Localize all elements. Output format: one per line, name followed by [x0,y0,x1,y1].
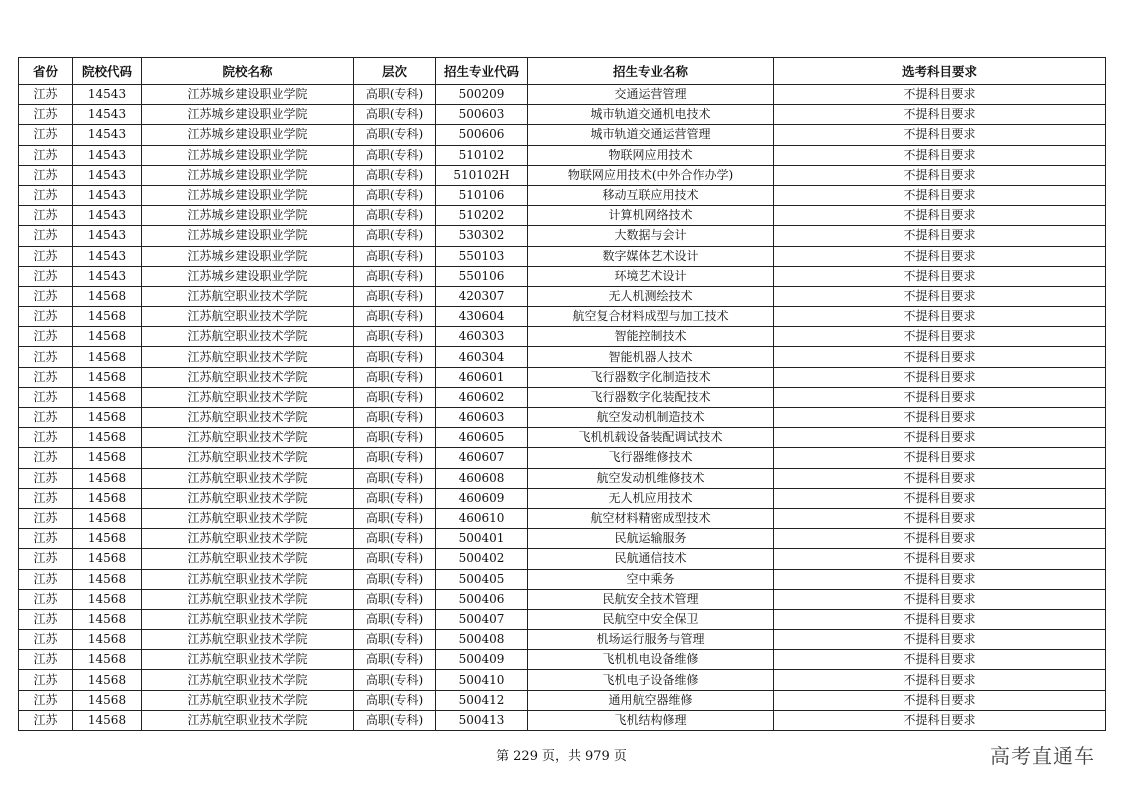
province-cell: 江苏 [19,609,73,629]
school-code-cell: 14568 [73,428,142,448]
major-name-cell: 空中乘务 [528,569,774,589]
subject-requirement-cell: 不提科目要求 [774,206,1106,226]
major-code-cell: 500402 [436,549,528,569]
total-page-number: 979 [585,749,610,764]
major-code-cell: 550106 [436,266,528,286]
major-code-cell: 460603 [436,408,528,428]
major-name-cell: 航空发动机维修技术 [528,468,774,488]
major-code-cell: 510102 [436,145,528,165]
province-cell: 江苏 [19,286,73,306]
school-name-cell: 江苏城乡建设职业学院 [142,85,354,105]
major-name-cell: 城市轨道交通运营管理 [528,125,774,145]
major-code-cell: 500606 [436,125,528,145]
table-row [19,246,1106,266]
school-name-cell: 江苏航空职业技术学院 [142,428,354,448]
subject-requirement-cell: 不提科目要求 [774,549,1106,569]
province-cell: 江苏 [19,428,73,448]
school-code-cell: 14568 [73,508,142,528]
school-name-cell: 江苏航空职业技术学院 [142,670,354,690]
level-cell: 高职(专科) [354,428,436,448]
table-row [19,408,1106,428]
level-cell: 高职(专科) [354,549,436,569]
school-code-cell: 14568 [73,488,142,508]
province-cell: 江苏 [19,468,73,488]
table-row [19,286,1106,306]
province-cell: 江苏 [19,569,73,589]
subject-requirement-cell: 不提科目要求 [774,670,1106,690]
major-code-cell: 550103 [436,246,528,266]
school-code-cell: 14568 [73,408,142,428]
table-row [19,508,1106,528]
school-name-cell: 江苏城乡建设职业学院 [142,206,354,226]
province-cell: 江苏 [19,589,73,609]
province-cell: 江苏 [19,347,73,367]
school-name-cell: 江苏城乡建设职业学院 [142,125,354,145]
school-name-cell: 江苏航空职业技术学院 [142,367,354,387]
level-cell: 高职(专科) [354,286,436,306]
major-name-cell: 民航安全技术管理 [528,589,774,609]
school-code-cell: 14543 [73,105,142,125]
subject-requirement-cell: 不提科目要求 [774,589,1106,609]
school-code-cell: 14543 [73,125,142,145]
major-name-cell: 智能机器人技术 [528,347,774,367]
school-code-cell: 14568 [73,710,142,730]
school-code-cell: 14568 [73,448,142,468]
major-code-cell: 500408 [436,630,528,650]
table-row [19,569,1106,589]
table-row [19,690,1106,710]
table-row [19,589,1106,609]
major-name-cell: 航空复合材料成型与加工技术 [528,307,774,327]
level-cell: 高职(专科) [354,408,436,428]
column-header: 院校名称 [142,58,354,85]
subject-requirement-cell: 不提科目要求 [774,266,1106,286]
table-row [19,529,1106,549]
subject-requirement-cell: 不提科目要求 [774,307,1106,327]
major-name-cell: 通用航空器维修 [528,690,774,710]
current-page-number: 229 [513,749,538,764]
table-row [19,266,1106,286]
major-code-cell: 500410 [436,670,528,690]
level-cell: 高职(专科) [354,85,436,105]
subject-requirement-cell: 不提科目要求 [774,690,1106,710]
subject-requirement-cell: 不提科目要求 [774,710,1106,730]
table-row [19,105,1106,125]
subject-requirement-cell: 不提科目要求 [774,448,1106,468]
page-prefix: 第 [496,749,510,764]
school-name-cell: 江苏航空职业技术学院 [142,529,354,549]
level-cell: 高职(专科) [354,529,436,549]
page-suffix: 页 [613,749,627,764]
major-code-cell: 430604 [436,307,528,327]
school-name-cell: 江苏航空职业技术学院 [142,286,354,306]
level-cell: 高职(专科) [354,710,436,730]
level-cell: 高职(专科) [354,448,436,468]
school-code-cell: 14568 [73,549,142,569]
subject-requirement-cell: 不提科目要求 [774,387,1106,407]
major-code-cell: 460610 [436,508,528,528]
major-code-cell: 420307 [436,286,528,306]
province-cell: 江苏 [19,408,73,428]
school-name-cell: 江苏城乡建设职业学院 [142,145,354,165]
table-body [19,85,1106,731]
header-row [19,58,1106,85]
table-header [19,58,1106,85]
major-code-cell: 500209 [436,85,528,105]
school-name-cell: 江苏航空职业技术学院 [142,347,354,367]
major-code-cell: 500413 [436,710,528,730]
province-cell: 江苏 [19,690,73,710]
column-header: 招生专业代码 [436,58,528,85]
major-name-cell: 移动互联应用技术 [528,185,774,205]
major-name-cell: 交通运营管理 [528,85,774,105]
school-code-cell: 14568 [73,589,142,609]
school-code-cell: 14568 [73,387,142,407]
school-code-cell: 14568 [73,690,142,710]
province-cell: 江苏 [19,710,73,730]
table-row [19,549,1106,569]
subject-requirement-cell: 不提科目要求 [774,630,1106,650]
watermark-text: 高考直通车 [990,744,1095,768]
major-code-cell: 500603 [436,105,528,125]
province-cell: 江苏 [19,185,73,205]
school-code-cell: 14568 [73,569,142,589]
level-cell: 高职(专科) [354,508,436,528]
major-code-cell: 460602 [436,387,528,407]
province-cell: 江苏 [19,307,73,327]
school-code-cell: 14568 [73,307,142,327]
school-name-cell: 江苏航空职业技术学院 [142,569,354,589]
province-cell: 江苏 [19,529,73,549]
level-cell: 高职(专科) [354,226,436,246]
school-name-cell: 江苏航空职业技术学院 [142,630,354,650]
subject-requirement-cell: 不提科目要求 [774,609,1106,629]
major-name-cell: 飞机机电设备维修 [528,650,774,670]
table-row [19,670,1106,690]
level-cell: 高职(专科) [354,468,436,488]
table-row [19,387,1106,407]
subject-requirement-cell: 不提科目要求 [774,347,1106,367]
major-code-cell: 460607 [436,448,528,468]
table-row [19,165,1106,185]
school-code-cell: 14543 [73,206,142,226]
level-cell: 高职(专科) [354,569,436,589]
province-cell: 江苏 [19,549,73,569]
province-cell: 江苏 [19,266,73,286]
page-middle: 页，共 [541,749,581,764]
major-code-cell: 500401 [436,529,528,549]
level-cell: 高职(专科) [354,488,436,508]
school-name-cell: 江苏航空职业技术学院 [142,690,354,710]
level-cell: 高职(专科) [354,630,436,650]
major-code-cell: 500412 [436,690,528,710]
level-cell: 高职(专科) [354,145,436,165]
province-cell: 江苏 [19,327,73,347]
column-header: 省份 [19,58,73,85]
table-row [19,226,1106,246]
province-cell: 江苏 [19,125,73,145]
level-cell: 高职(专科) [354,367,436,387]
major-name-cell: 飞机电子设备维修 [528,670,774,690]
school-code-cell: 14543 [73,85,142,105]
level-cell: 高职(专科) [354,650,436,670]
province-cell: 江苏 [19,85,73,105]
major-code-cell: 530302 [436,226,528,246]
school-name-cell: 江苏航空职业技术学院 [142,710,354,730]
table-row [19,710,1106,730]
table-row [19,448,1106,468]
school-code-cell: 14543 [73,145,142,165]
major-code-cell: 510106 [436,185,528,205]
province-cell: 江苏 [19,650,73,670]
subject-requirement-cell: 不提科目要求 [774,408,1106,428]
level-cell: 高职(专科) [354,185,436,205]
level-cell: 高职(专科) [354,589,436,609]
major-name-cell: 民航空中安全保卫 [528,609,774,629]
school-name-cell: 江苏城乡建设职业学院 [142,105,354,125]
enrollment-table [18,57,1106,731]
subject-requirement-cell: 不提科目要求 [774,650,1106,670]
school-name-cell: 江苏航空职业技术学院 [142,508,354,528]
school-name-cell: 江苏航空职业技术学院 [142,589,354,609]
major-code-cell: 500409 [436,650,528,670]
school-code-cell: 14543 [73,226,142,246]
school-name-cell: 江苏航空职业技术学院 [142,549,354,569]
major-name-cell: 城市轨道交通机电技术 [528,105,774,125]
subject-requirement-cell: 不提科目要求 [774,468,1106,488]
level-cell: 高职(专科) [354,347,436,367]
major-name-cell: 航空材料精密成型技术 [528,508,774,528]
level-cell: 高职(专科) [354,206,436,226]
subject-requirement-cell: 不提科目要求 [774,327,1106,347]
table-row [19,307,1106,327]
major-name-cell: 航空发动机制造技术 [528,408,774,428]
province-cell: 江苏 [19,165,73,185]
level-cell: 高职(专科) [354,387,436,407]
table-row [19,488,1106,508]
province-cell: 江苏 [19,488,73,508]
school-code-cell: 14568 [73,630,142,650]
subject-requirement-cell: 不提科目要求 [774,508,1106,528]
table-row [19,206,1106,226]
school-name-cell: 江苏城乡建设职业学院 [142,266,354,286]
major-code-cell: 500407 [436,609,528,629]
subject-requirement-cell: 不提科目要求 [774,286,1106,306]
school-name-cell: 江苏航空职业技术学院 [142,307,354,327]
school-name-cell: 江苏城乡建设职业学院 [142,246,354,266]
subject-requirement-cell: 不提科目要求 [774,428,1106,448]
major-name-cell: 物联网应用技术 [528,145,774,165]
school-name-cell: 江苏航空职业技术学院 [142,650,354,670]
major-code-cell: 510202 [436,206,528,226]
province-cell: 江苏 [19,508,73,528]
table-row [19,347,1106,367]
level-cell: 高职(专科) [354,609,436,629]
school-name-cell: 江苏航空职业技术学院 [142,408,354,428]
subject-requirement-cell: 不提科目要求 [774,488,1106,508]
school-name-cell: 江苏航空职业技术学院 [142,448,354,468]
major-code-cell: 500405 [436,569,528,589]
province-cell: 江苏 [19,670,73,690]
subject-requirement-cell: 不提科目要求 [774,105,1106,125]
table-row [19,327,1106,347]
major-name-cell: 飞机机载设备装配调试技术 [528,428,774,448]
school-code-cell: 14568 [73,650,142,670]
province-cell: 江苏 [19,105,73,125]
major-name-cell: 计算机网络技术 [528,206,774,226]
school-name-cell: 江苏航空职业技术学院 [142,387,354,407]
school-name-cell: 江苏城乡建设职业学院 [142,185,354,205]
column-header: 招生专业名称 [528,58,774,85]
major-code-cell: 460304 [436,347,528,367]
subject-requirement-cell: 不提科目要求 [774,185,1106,205]
subject-requirement-cell: 不提科目要求 [774,165,1106,185]
subject-requirement-cell: 不提科目要求 [774,226,1106,246]
province-cell: 江苏 [19,206,73,226]
level-cell: 高职(专科) [354,690,436,710]
major-code-cell: 460609 [436,488,528,508]
major-name-cell: 物联网应用技术(中外合作办学) [528,165,774,185]
major-code-cell: 500406 [436,589,528,609]
subject-requirement-cell: 不提科目要求 [774,367,1106,387]
level-cell: 高职(专科) [354,266,436,286]
table-row [19,185,1106,205]
level-cell: 高职(专科) [354,165,436,185]
table-row [19,428,1106,448]
column-header: 院校代码 [73,58,142,85]
table-row [19,367,1106,387]
province-cell: 江苏 [19,387,73,407]
page-footer [0,745,1123,764]
school-code-cell: 14543 [73,266,142,286]
subject-requirement-cell: 不提科目要求 [774,145,1106,165]
level-cell: 高职(专科) [354,246,436,266]
table-row [19,468,1106,488]
school-name-cell: 江苏航空职业技术学院 [142,609,354,629]
school-code-cell: 14568 [73,367,142,387]
school-name-cell: 江苏城乡建设职业学院 [142,226,354,246]
major-name-cell: 飞机结构修理 [528,710,774,730]
province-cell: 江苏 [19,630,73,650]
school-code-cell: 14568 [73,529,142,549]
province-cell: 江苏 [19,246,73,266]
level-cell: 高职(专科) [354,105,436,125]
major-name-cell: 飞行器数字化制造技术 [528,367,774,387]
major-name-cell: 环境艺术设计 [528,266,774,286]
school-code-cell: 14543 [73,185,142,205]
major-name-cell: 无人机测绘技术 [528,286,774,306]
table-row [19,145,1106,165]
column-header: 层次 [354,58,436,85]
school-code-cell: 14568 [73,327,142,347]
school-code-cell: 14543 [73,246,142,266]
province-cell: 江苏 [19,226,73,246]
major-code-cell: 460601 [436,367,528,387]
major-name-cell: 智能控制技术 [528,327,774,347]
school-code-cell: 14568 [73,347,142,367]
level-cell: 高职(专科) [354,327,436,347]
major-name-cell: 大数据与会计 [528,226,774,246]
province-cell: 江苏 [19,367,73,387]
major-name-cell: 民航运输服务 [528,529,774,549]
major-code-cell: 460303 [436,327,528,347]
major-code-cell: 510102H [436,165,528,185]
school-name-cell: 江苏城乡建设职业学院 [142,165,354,185]
table-row [19,125,1106,145]
major-name-cell: 飞行器维修技术 [528,448,774,468]
major-code-cell: 460605 [436,428,528,448]
school-code-cell: 14568 [73,286,142,306]
subject-requirement-cell: 不提科目要求 [774,529,1106,549]
table-row [19,650,1106,670]
major-name-cell: 飞行器数字化装配技术 [528,387,774,407]
major-name-cell: 无人机应用技术 [528,488,774,508]
school-name-cell: 江苏航空职业技术学院 [142,488,354,508]
level-cell: 高职(专科) [354,670,436,690]
major-name-cell: 机场运行服务与管理 [528,630,774,650]
major-name-cell: 民航通信技术 [528,549,774,569]
major-name-cell: 数字媒体艺术设计 [528,246,774,266]
school-name-cell: 江苏航空职业技术学院 [142,468,354,488]
school-code-cell: 14568 [73,468,142,488]
subject-requirement-cell: 不提科目要求 [774,569,1106,589]
subject-requirement-cell: 不提科目要求 [774,125,1106,145]
school-code-cell: 14568 [73,670,142,690]
table-row [19,630,1106,650]
subject-requirement-cell: 不提科目要求 [774,85,1106,105]
level-cell: 高职(专科) [354,125,436,145]
table-row [19,85,1106,105]
table-row [19,609,1106,629]
column-header: 选考科目要求 [774,58,1106,85]
school-code-cell: 14543 [73,165,142,185]
province-cell: 江苏 [19,145,73,165]
subject-requirement-cell: 不提科目要求 [774,246,1106,266]
province-cell: 江苏 [19,448,73,468]
school-name-cell: 江苏航空职业技术学院 [142,327,354,347]
school-code-cell: 14568 [73,609,142,629]
major-code-cell: 460608 [436,468,528,488]
level-cell: 高职(专科) [354,307,436,327]
